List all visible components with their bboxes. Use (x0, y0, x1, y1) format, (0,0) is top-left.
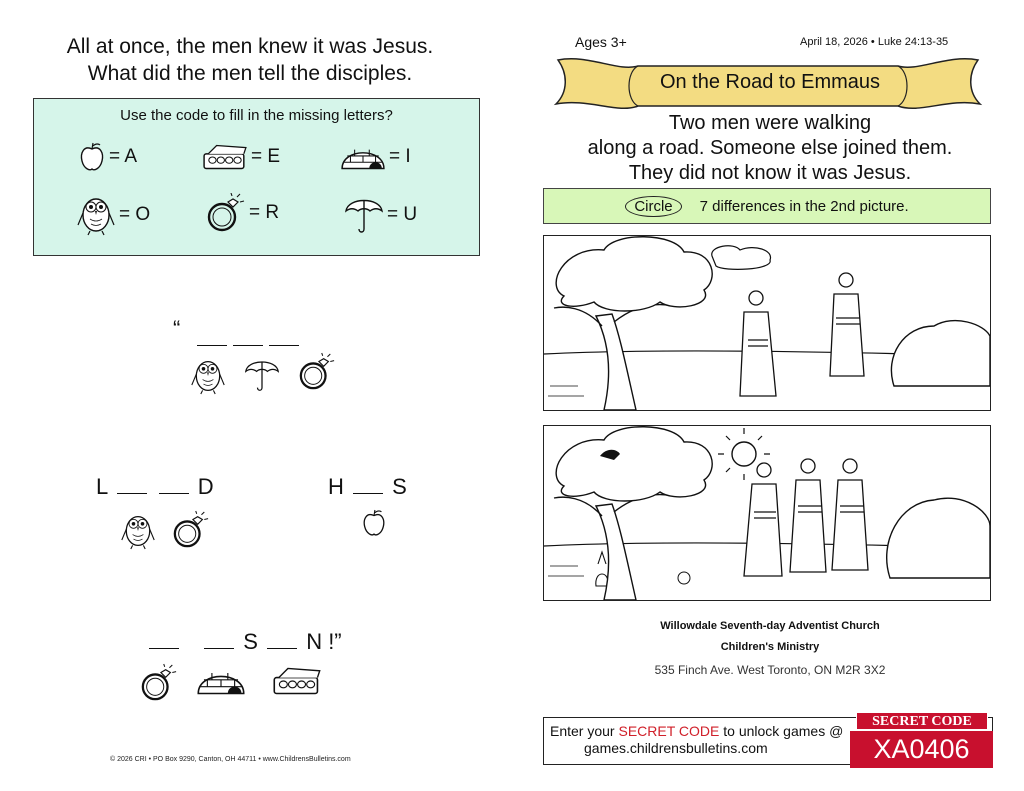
puzzle-title-line1: All at once, the men knew it was Jesus. (66, 35, 434, 58)
code-o-text: = O (119, 204, 151, 225)
secret-red-text: SECRET CODE (618, 723, 720, 739)
badge-label: SECRET CODE (856, 712, 988, 730)
blank[interactable] (267, 628, 297, 649)
church-name: Willowdale Seventh-day Adventist Church (660, 620, 880, 632)
intro-line1: Two men were walking (668, 112, 872, 134)
blank[interactable] (204, 628, 234, 649)
blank[interactable] (233, 325, 263, 346)
word2[interactable] (96, 473, 214, 500)
ring-icon (206, 193, 246, 233)
instr-circle-word: Circle (625, 196, 681, 217)
code-i (340, 143, 411, 171)
banner-title: On the Road to Emmaus (659, 71, 881, 93)
code-r-text: = R (249, 202, 280, 223)
owl-icon (120, 510, 156, 552)
blank[interactable] (269, 325, 299, 346)
copyright: © 2026 CRI • PO Box 9290, Canton, OH 44711 • www.ChildrensBulletins.com (110, 756, 351, 763)
code-e-text: = E (251, 146, 281, 167)
games-url[interactable]: games.childrensbulletins.com (584, 740, 768, 756)
code-r (206, 193, 279, 233)
code-a-text: = A (109, 146, 137, 167)
ages-label: Ages 3+ (575, 34, 627, 50)
intro-line3: They did not know it was Jesus. (628, 162, 912, 184)
eggs-carton-icon (272, 666, 322, 696)
blank[interactable] (159, 473, 189, 494)
word4-end: N !” (306, 629, 342, 654)
secret-prefix: Enter your (550, 723, 615, 739)
instruction-box (543, 188, 991, 224)
blank[interactable] (117, 473, 147, 494)
word4-mid: S (243, 629, 258, 654)
secret-code-badge (850, 712, 993, 768)
code-e (202, 143, 280, 171)
code-a (78, 141, 137, 173)
badge-code: XA0406 (850, 731, 993, 768)
apple-icon (78, 141, 106, 173)
ring-icon (298, 352, 336, 392)
secret-line1 (550, 723, 843, 739)
owl-icon (76, 193, 116, 237)
igloo-icon (340, 143, 386, 171)
open-quote: “ (173, 316, 181, 341)
blank[interactable] (353, 473, 383, 494)
scene-differences[interactable] (543, 425, 991, 601)
church-address: 535 Finch Ave. West Toronto, ON M2R 3X2 (654, 663, 886, 677)
word2-last: D (197, 474, 214, 499)
word3[interactable] (328, 473, 407, 500)
scene-original[interactable] (543, 235, 991, 411)
blank[interactable] (197, 325, 227, 346)
blank[interactable] (149, 628, 179, 649)
apple-icon (361, 508, 387, 538)
word4[interactable] (146, 628, 342, 655)
puzzle-title-line2: What did the men tell the disciples. (87, 62, 413, 85)
word3-first: H (328, 474, 344, 499)
ministry-name: Children's Ministry (720, 641, 820, 653)
word1-blanks[interactable] (194, 325, 302, 351)
eggs-carton-icon (202, 143, 248, 171)
intro-line2: along a road. Someone else joined them. (587, 137, 953, 159)
code-i-text: = I (389, 146, 411, 167)
owl-icon (190, 355, 226, 397)
umbrella-icon (344, 195, 384, 235)
code-o (76, 193, 150, 237)
word3-last: S (392, 474, 407, 499)
date-reference: April 18, 2026 • Luke 24:13-35 (800, 36, 949, 48)
instr-text: 7 differences in the 2nd picture. (699, 197, 909, 215)
igloo-icon (196, 666, 246, 696)
secret-suffix: to unlock games @ (723, 723, 844, 739)
code-heading: Use the code to fill in the missing letters? (120, 107, 393, 124)
code-key-box (33, 98, 480, 256)
word2-first: L (96, 474, 108, 499)
code-u-text: = U (387, 204, 418, 225)
ring-icon (140, 663, 178, 703)
code-u (344, 195, 417, 235)
ring-icon (172, 510, 210, 550)
umbrella-icon (244, 355, 280, 395)
